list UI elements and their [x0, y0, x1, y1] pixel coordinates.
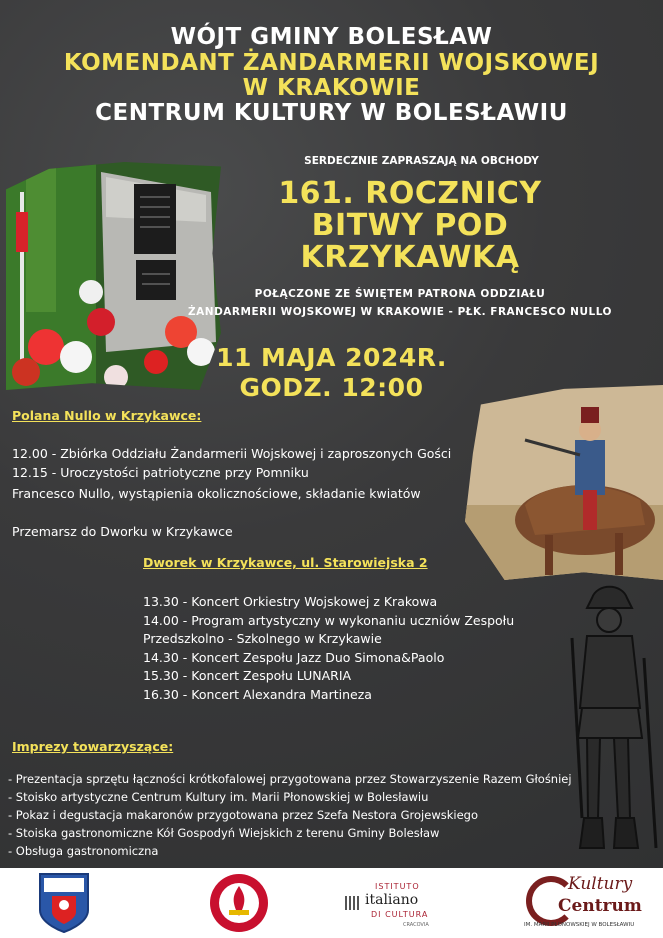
- march-note: Przemarsz do Dworku w Krzykawce: [12, 524, 233, 539]
- soldier-drawing: [552, 578, 663, 866]
- cavalry-painting: [465, 385, 663, 580]
- section-heading-dworek: Dworek w Krzykawce, ul. Starowiejska 2: [143, 555, 428, 570]
- side-event-item: - Obsługa gastronomiczna: [8, 844, 159, 858]
- section-heading-imprezy: Imprezy towarzyszące:: [12, 739, 174, 754]
- schedule-item: 13.30 - Koncert Orkiestry Wojskowej z Krakowa: [143, 594, 438, 609]
- side-event-item: - Pokaz i degustacja makaronów przygotowana przez Szefa Nestora Grojewskiego: [8, 808, 478, 822]
- schedule-item: 12.00 - Zbiórka Oddziału Żandarmerii Wojskowej i zaproszonych Gości: [12, 446, 452, 461]
- zandarmeria-emblem: [208, 872, 270, 938]
- side-event-item: - Stoisko artystyczne Centrum Kultury im. Marii Płonowskiej w Bolesławiu: [8, 790, 429, 804]
- side-event-item: - Stoiska gastronomiczne Kół Gospodyń Wiejskich z terenu Gminy Bolesław: [8, 826, 440, 840]
- istituto-italiano-logo: [345, 880, 455, 934]
- schedule-item: 12.15 - Uroczystości patriotyczne przy Pomniku: [12, 465, 309, 480]
- centrum-text: Centrum: [558, 896, 642, 916]
- event-date: 11 MAJA 2024R.: [216, 343, 447, 372]
- organizer-line-4: CENTRUM KULTURY W BOLESŁAWIU: [95, 100, 568, 126]
- schedule-item: 14.00 - Program artystyczny w wykonaniu uczniów Zespołu: [143, 613, 515, 628]
- centrum-kultury-logo: [520, 874, 655, 934]
- event-time: GODZ. 12:00: [239, 373, 424, 402]
- title-line-1: 161. ROCZNICY: [278, 176, 542, 211]
- section-heading-polana: Polana Nullo w Krzykawce:: [12, 408, 202, 423]
- title-line-3: KRZYKAWKĄ: [300, 240, 520, 275]
- schedule-item: 16.30 - Koncert Alexandra Martineza: [143, 687, 372, 702]
- italiano-text: italiano: [365, 892, 419, 908]
- subtitle-line-1: POŁĄCZONE ZE ŚWIĘTEM PATRONA ODDZIAŁU: [254, 288, 546, 300]
- invite-text: SERDECZNIE ZAPRASZAJĄ NA OBCHODY: [304, 155, 539, 167]
- schedule-item: 15.30 - Koncert Zespołu LUNARIA: [143, 668, 352, 683]
- schedule-item: Francesco Nullo, wystąpienia okolicznościowe, składanie kwiatów: [12, 486, 421, 501]
- schedule-item: Przedszkolno - Szkolnego w Krzykawie: [143, 631, 382, 646]
- organizer-line-1: WÓJT GMINY BOLESŁAW: [170, 24, 493, 50]
- side-event-item: - Prezentacja sprzętu łączności krótkofalowej przygotowana przez Stowarzyszenie Razem Głośniej: [8, 772, 572, 786]
- gmina-boleslaw-crest: [38, 872, 90, 938]
- footer-logos: [0, 868, 663, 938]
- organizer-line-2: KOMENDANT ŻANDARMERII WOJSKOWEJ: [63, 50, 600, 76]
- cracovia-text: CRACOVIA: [403, 922, 429, 928]
- schedule-item: 14.30 - Koncert Zespołu Jazz Duo Simona&Paolo: [143, 650, 445, 665]
- organizer-line-3: W KRAKOWIE: [242, 75, 421, 101]
- istituto-text: ISTITUTO: [375, 882, 420, 891]
- di-cultura-text: DI CULTURA: [371, 910, 429, 919]
- centrum-subtitle: IM. MARII PŁONOWSKIEJ W BOLESŁAWIU: [524, 922, 635, 928]
- kultury-text: Kultury: [568, 874, 633, 894]
- title-line-2: BITWY POD: [311, 208, 509, 243]
- subtitle-line-2: ŻANDARMERII WOJSKOWEJ W KRAKOWIE - PŁK. FRANCESCO NULLO: [188, 306, 612, 318]
